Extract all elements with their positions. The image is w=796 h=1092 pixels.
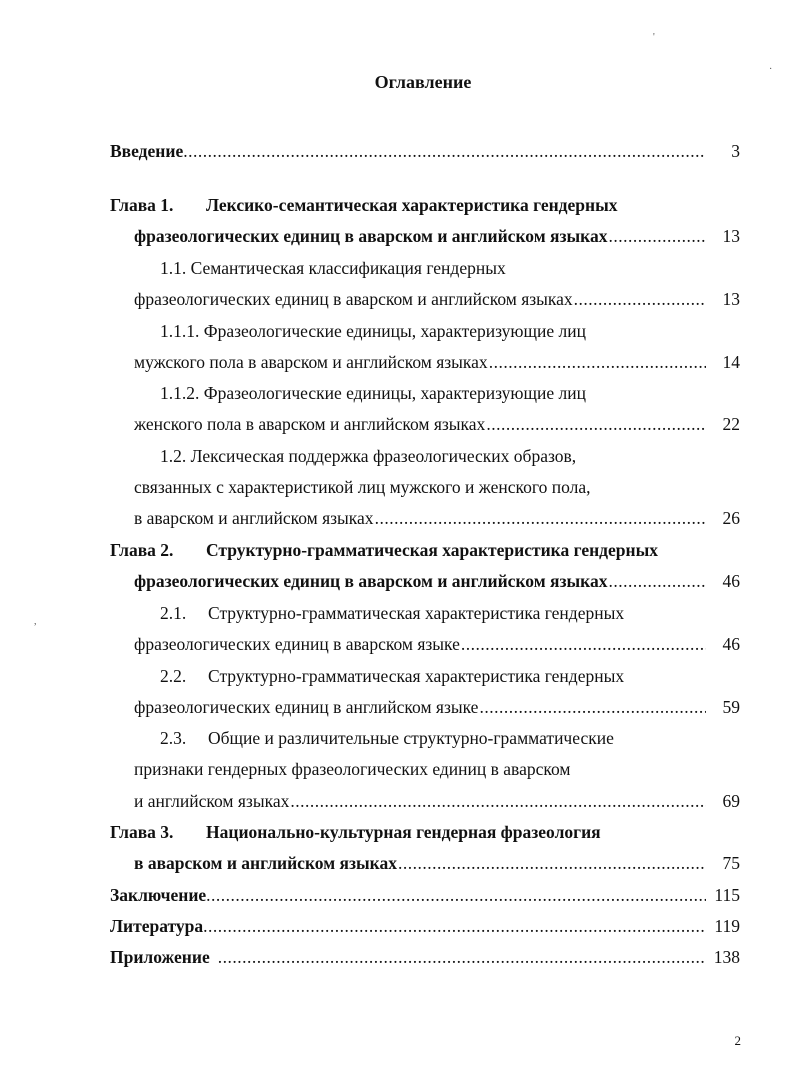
toc-label: Введение — [110, 141, 184, 161]
toc-page: 115 — [714, 885, 740, 905]
chapter-title: Национально-культурная гендерная фразеология — [206, 822, 601, 842]
scan-speck: , — [34, 616, 37, 627]
toc-leader — [489, 350, 706, 374]
toc-label: фразеологических единиц в аварском и английском языках — [134, 289, 573, 309]
toc-page: 46 — [722, 571, 740, 591]
toc-page: 14 — [722, 352, 740, 372]
toc-page: 22 — [722, 414, 740, 434]
toc-section-1-1-1[interactable] — [134, 350, 740, 374]
toc-page: 138 — [713, 947, 740, 967]
toc-entry-appendix[interactable] — [110, 945, 740, 969]
toc-section-1-1-2[interactable] — [134, 412, 740, 436]
section-number: 2.2. — [160, 666, 187, 686]
toc-leader — [574, 287, 706, 311]
toc-entry-literature[interactable] — [110, 914, 740, 938]
scan-speck: · — [769, 64, 773, 75]
scan-speck: ' — [653, 32, 655, 43]
toc-chapter-2-heading[interactable] — [110, 538, 658, 562]
toc-page: 13 — [722, 289, 740, 309]
toc-section-2-3-continued — [134, 757, 570, 781]
toc-label: женского пола в аварском и английском языках — [134, 414, 486, 434]
toc-leader — [203, 914, 706, 938]
chapter-number: Глава 1. — [110, 195, 174, 215]
toc-chapter-1-heading[interactable] — [110, 193, 618, 217]
toc-section-1-1-heading[interactable] — [160, 256, 506, 280]
toc-page: 3 — [731, 141, 740, 161]
toc-label: в аварском и английском языках — [134, 853, 397, 873]
section-title: Структурно-грамматическая характеристика гендерных — [208, 603, 625, 623]
section-title: 1.1.2. Фразеологические единицы, характеризующие лиц — [160, 383, 586, 403]
section-title-continued: связанных с характеристикой лиц мужского и женского пола, — [134, 477, 591, 497]
toc-chapter-3[interactable] — [134, 851, 740, 875]
toc-page: 69 — [722, 791, 740, 811]
chapter-number: Глава 3. — [110, 822, 174, 842]
toc-label: Приложение — [110, 947, 210, 967]
toc-leader — [609, 224, 707, 248]
toc-page: 46 — [722, 634, 740, 654]
toc-chapter-2[interactable] — [134, 569, 740, 593]
chapter-title: Лексико-семантическая характеристика гендерных — [206, 195, 618, 215]
section-title: Структурно-грамматическая характеристика гендерных — [208, 666, 625, 686]
section-title: 1.2. Лексическая поддержка фразеологических образов, — [160, 446, 577, 466]
chapter-title: Структурно-грамматическая характеристика гендерных — [206, 540, 659, 560]
toc-label: в аварском и английском языках — [134, 508, 374, 528]
toc-label: фразеологических единиц в аварском и английском языках — [134, 226, 608, 246]
toc-leader — [218, 945, 706, 969]
section-title: 1.1. Семантическая классификация гендерных — [160, 258, 506, 278]
toc-section-2-3-heading[interactable] — [160, 726, 614, 750]
section-title: 1.1.1. Фразеологические единицы, характеризующие лиц — [160, 321, 586, 341]
toc-section-1-1[interactable] — [134, 287, 740, 311]
toc-section-1-2[interactable] — [134, 506, 740, 530]
toc-section-2-2-heading[interactable] — [160, 664, 624, 688]
toc-leader — [290, 789, 706, 813]
toc-leader — [486, 412, 706, 436]
toc-entry-intro[interactable] — [110, 139, 740, 163]
toc-page: 26 — [722, 508, 740, 528]
toc-chapter-3-heading[interactable] — [110, 820, 601, 844]
toc-section-1-1-1-heading[interactable] — [160, 319, 586, 343]
toc-entry-conclusion[interactable] — [110, 883, 740, 907]
toc-label: Литература — [110, 916, 204, 936]
toc-label: фразеологических единиц в английском языке — [134, 697, 479, 717]
toc-leader — [609, 569, 707, 593]
toc-leader — [183, 139, 706, 163]
toc-section-1-2-continued — [134, 475, 590, 499]
toc-page: 13 — [722, 226, 740, 246]
toc-page: 119 — [714, 916, 740, 936]
chapter-number: Глава 2. — [110, 540, 174, 560]
toc-section-2-3[interactable] — [134, 789, 740, 813]
toc-page: 59 — [722, 697, 740, 717]
toc-leader — [479, 695, 706, 719]
toc-leader — [206, 883, 706, 907]
toc-section-2-1[interactable] — [134, 632, 740, 656]
toc-leader — [398, 851, 706, 875]
toc-section-2-2[interactable] — [134, 695, 740, 719]
toc-label: фразеологических единиц в аварском и английском языках — [134, 571, 608, 591]
page-number: 2 — [734, 1033, 741, 1048]
section-number: 2.3. — [160, 728, 187, 748]
toc-label: Заключение — [110, 885, 207, 905]
toc-leader — [375, 506, 706, 530]
toc-chapter-1[interactable] — [134, 224, 740, 248]
section-number: 2.1. — [160, 603, 187, 623]
page-title: Оглавление — [374, 72, 472, 92]
toc-section-1-1-2-heading[interactable] — [160, 381, 586, 405]
toc-section-1-2-heading[interactable] — [160, 444, 576, 468]
toc-label: фразеологических единиц в аварском языке — [134, 634, 460, 654]
toc-leader — [461, 632, 706, 656]
section-title-continued: признаки гендерных фразеологических единиц в аварском — [134, 759, 571, 779]
section-title: Общие и различительные структурно-грамматические — [208, 728, 614, 748]
toc-label: мужского пола в аварском и английском языках — [134, 352, 488, 372]
toc-label: и английском языках — [134, 791, 290, 811]
toc-page: 75 — [722, 853, 740, 873]
toc-section-2-1-heading[interactable] — [160, 601, 624, 625]
